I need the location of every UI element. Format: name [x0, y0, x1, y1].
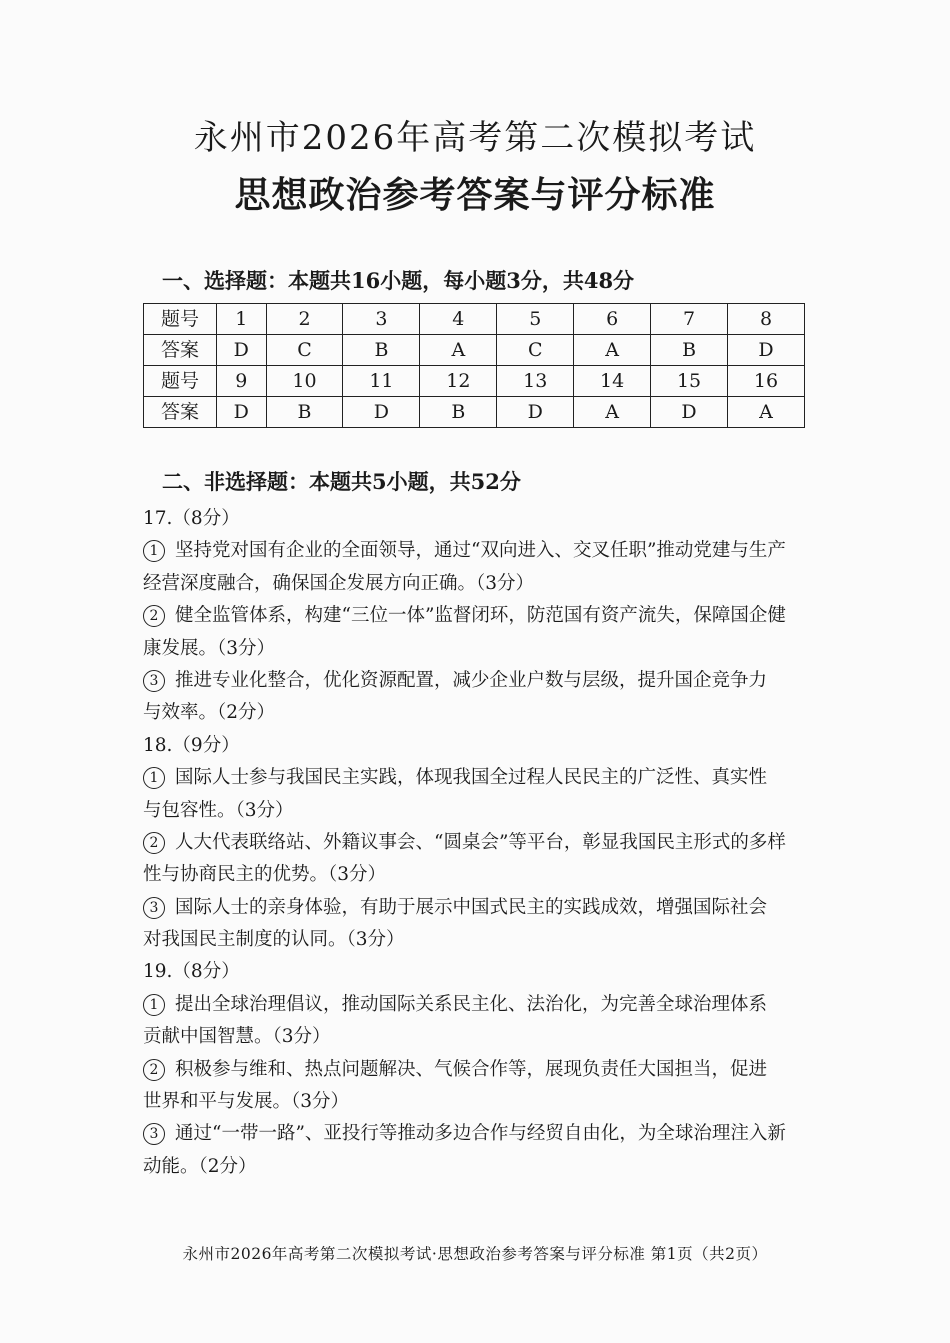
question-number-cell: 2 [266, 304, 343, 335]
question-number-cell: 14 [574, 366, 651, 397]
question-number-cell: 11 [343, 366, 420, 397]
answer-point-continuation: 经营深度融合，确保国企发展方向正确。（3分） [143, 572, 535, 594]
circled-number-marker: 1 [143, 767, 165, 789]
answer-cell: A [574, 397, 651, 428]
answer-point-continuation: 性与协商民主的优势。（3分） [143, 864, 387, 886]
answer-point-continuation: 与效率。（2分） [143, 702, 276, 724]
answer-point-text: 积极参与维和、热点问题解决、气候合作等，展现负责任大国担当，促进 [175, 1058, 768, 1080]
question-label-19: 19.（8分） [143, 961, 240, 983]
question-number-cell: 7 [651, 304, 728, 335]
circled-number-marker: 1 [143, 994, 165, 1016]
answer-cell: D [651, 397, 728, 428]
question-number-cell: 8 [728, 304, 805, 335]
answer-point-text: 推进专业化整合，优化资源配置，减少企业户数与层级，提升国企竞争力 [175, 669, 768, 691]
table-row [144, 304, 805, 335]
question-number-cell: 10 [266, 366, 343, 397]
answer-point-text: 国际人士参与我国民主实践，体现我国全过程人民民主的广泛性、真实性 [175, 767, 768, 789]
answer-cell: A [728, 397, 805, 428]
question-number-cell: 13 [497, 366, 574, 397]
answer-point-text: 提出全球治理倡议，推动国际关系民主化、法治化，为完善全球治理体系 [175, 993, 768, 1015]
table-row-label: 答案 [144, 397, 217, 428]
circled-number-marker: 2 [143, 605, 165, 627]
question-number-cell: 15 [651, 366, 728, 397]
answer-point [143, 989, 808, 1021]
answer-point-continuation: 贡献中国智慧。（3分） [143, 1026, 331, 1048]
answer-point-text: 健全监管体系，构建“三位一体”监督闭环，防范国有资产流失，保障国企健 [175, 605, 786, 627]
question-number-cell: 1 [217, 304, 267, 335]
answer-point [143, 762, 808, 794]
question-number-cell: 3 [343, 304, 420, 335]
answer-point-continuation: 康发展。（3分） [143, 637, 276, 659]
answer-point [143, 827, 808, 859]
table-row-label: 答案 [144, 335, 217, 366]
answer-point-continuation: 与包容性。（3分） [143, 799, 294, 821]
question-number-cell: 5 [497, 304, 574, 335]
answer-cell: D [217, 335, 267, 366]
answer-cell: D [217, 397, 267, 428]
answer-point-text: 通过“一带一路”、亚投行等推动多边合作与经贸自由化，为全球治理注入新 [175, 1123, 786, 1145]
answer-body [143, 503, 808, 1183]
question-number-cell: 4 [420, 304, 497, 335]
answer-cell: C [497, 335, 574, 366]
page-footer: 永州市2026年高考第二次模拟考试·思想政治参考答案与评分标准 第1页（共2页） [182, 1245, 768, 1263]
question-label-17: 17.（8分） [143, 508, 240, 529]
question-number-cell: 16 [728, 366, 805, 397]
answer-point [143, 1054, 808, 1086]
answer-point-continuation: 世界和平与发展。（3分） [143, 1091, 350, 1113]
answer-cell: A [574, 335, 651, 366]
table-row [144, 335, 805, 366]
section-heading-multiple-choice: 一、选择题：本题共16小题，每小题3分，共48分 [162, 268, 635, 293]
question-number-cell: 6 [574, 304, 651, 335]
answer-cell: B [651, 335, 728, 366]
table-row-label: 题号 [144, 366, 217, 397]
circled-number-marker: 3 [143, 670, 165, 692]
circled-number-marker: 3 [143, 1123, 165, 1145]
question-number-cell: 12 [420, 366, 497, 397]
answer-cell: D [497, 397, 574, 428]
table-row [144, 397, 805, 428]
question-number-cell: 9 [217, 366, 267, 397]
document-title: 永州市2026年高考第二次模拟考试 [193, 118, 757, 158]
answer-table [143, 303, 805, 428]
answer-point [143, 600, 808, 632]
answer-cell: D [343, 397, 420, 428]
section-heading-non-choice: 二、非选择题：本题共5小题，共52分 [162, 469, 521, 494]
answer-cell: B [266, 397, 343, 428]
circled-number-marker: 1 [143, 540, 165, 562]
answer-point [143, 892, 808, 924]
answer-cell: A [420, 335, 497, 366]
answer-point [143, 535, 808, 567]
circled-number-marker: 2 [143, 1059, 165, 1081]
answer-point-text: 坚持党对国有企业的全面领导，通过“双向进入、交叉任职”推动党建与生产 [175, 540, 786, 562]
answer-cell: D [728, 335, 805, 366]
answer-point-text: 国际人士的亲身体验，有助于展示中国式民主的实践成效，增强国际社会 [175, 896, 768, 918]
answer-cell: B [343, 335, 420, 366]
answer-point [143, 1118, 808, 1150]
answer-cell: C [266, 335, 343, 366]
table-row-label: 题号 [144, 304, 217, 335]
answer-point [143, 665, 808, 697]
answer-cell: B [420, 397, 497, 428]
question-label-18: 18.（9分） [143, 734, 240, 756]
answer-point-continuation: 对我国民主制度的认同。（3分） [143, 929, 405, 951]
table-row [144, 366, 805, 397]
circled-number-marker: 2 [143, 832, 165, 854]
answer-point-continuation: 动能。（2分） [143, 1155, 257, 1177]
document-subtitle: 思想政治参考答案与评分标准 [234, 175, 716, 216]
circled-number-marker: 3 [143, 897, 165, 919]
answer-point-text: 人大代表联络站、外籍议事会、“圆桌会”等平台，彰显我国民主形式的多样 [175, 831, 786, 853]
